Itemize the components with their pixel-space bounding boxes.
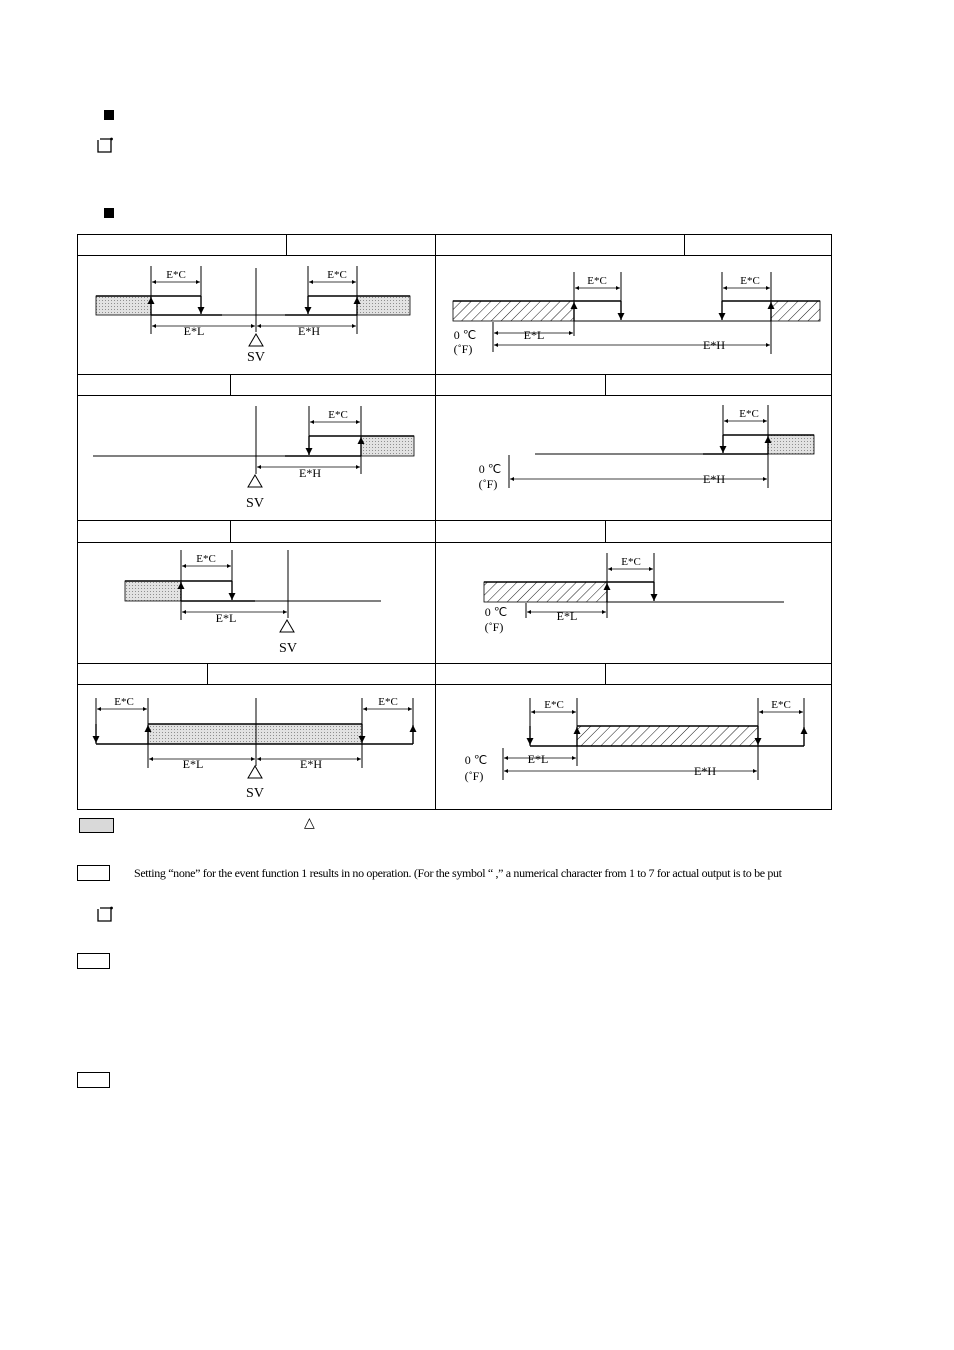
label-low: E*L	[523, 328, 545, 342]
diagram-high-low-absolute	[453, 272, 820, 356]
label-hysteresis: E*C	[739, 408, 759, 420]
memo-icon	[96, 906, 114, 922]
diagram-band-absolute	[465, 698, 804, 783]
label-hysteresis: E*C	[740, 275, 760, 287]
legend-triangle-icon: △	[304, 815, 315, 831]
label-sv: SV	[279, 641, 297, 656]
label-high: E*H	[694, 764, 716, 778]
label-high: E*H	[299, 466, 321, 480]
label-high: E*H	[300, 757, 322, 771]
label-low: E*L	[182, 757, 204, 771]
note-label-box	[77, 865, 110, 881]
label-hysteresis: E*C	[327, 269, 347, 281]
label-hysteresis: E*C	[166, 269, 186, 281]
diagram-high-absolute	[479, 405, 814, 491]
label-fahrenheit: (˚F)	[478, 477, 498, 491]
label-fahrenheit: (˚F)	[464, 769, 484, 783]
label-zero-degree: 0 ℃	[453, 328, 477, 342]
label-high: E*H	[703, 472, 725, 486]
diagram-band-deviation	[96, 696, 413, 801]
label-fahrenheit: (˚F)	[484, 620, 504, 634]
label-low: E*L	[183, 324, 205, 338]
label-hysteresis: E*C	[771, 699, 791, 711]
legend-shaded-swatch	[79, 818, 114, 833]
label-sv: SV	[246, 496, 264, 511]
label-sv: SV	[247, 350, 265, 365]
label-zero-degree: 0 ℃	[484, 605, 508, 619]
diagram-low-absolute	[484, 553, 784, 634]
note-label-box	[77, 1072, 110, 1088]
diagram-high-deviation	[93, 406, 414, 511]
note-label-box	[77, 953, 110, 969]
label-hysteresis: E*C	[114, 696, 134, 708]
label-hysteresis: E*C	[621, 556, 641, 568]
label-high: E*H	[703, 338, 725, 352]
label-low: E*L	[556, 609, 578, 623]
label-hysteresis: E*C	[544, 699, 564, 711]
label-high: E*H	[298, 324, 320, 338]
note-none-setting-text: Setting “none” for the event function 1 results in no operation. (For the symbol “ ,” a numerical character from 1 to 7 for actual output is to be put	[134, 866, 782, 880]
label-hysteresis: E*C	[196, 553, 216, 565]
label-sv: SV	[246, 786, 264, 801]
label-zero-degree: 0 ℃	[478, 462, 502, 476]
label-hysteresis: E*C	[328, 409, 348, 421]
label-low: E*L	[215, 611, 237, 625]
label-zero-degree: 0 ℃	[464, 753, 488, 767]
diagram-low-deviation	[125, 550, 381, 656]
diagram-high-low-deviation	[96, 266, 410, 365]
label-low: E*L	[527, 752, 549, 766]
label-hysteresis: E*C	[378, 696, 398, 708]
label-hysteresis: E*C	[587, 275, 607, 287]
label-fahrenheit: (˚F)	[453, 342, 473, 356]
